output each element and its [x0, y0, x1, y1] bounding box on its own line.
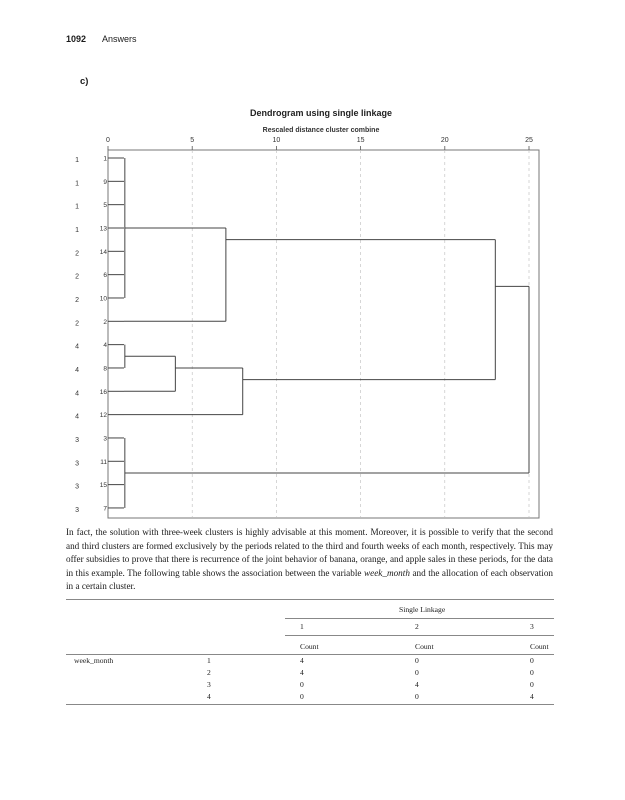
leaf-label: 4 — [103, 342, 107, 350]
leaf-label: 16 — [99, 388, 107, 396]
leaf-label: 15 — [99, 482, 107, 490]
table-bottom-rule — [66, 704, 554, 705]
leaf-label: 11 — [100, 458, 107, 466]
cluster-label: 3 — [75, 436, 79, 444]
stat-header-3: Count — [530, 642, 549, 651]
leaf-label: 10 — [99, 295, 107, 303]
table-cell: 0 — [415, 668, 419, 677]
group-header: Single Linkage — [399, 605, 446, 614]
row-level: 4 — [207, 692, 211, 701]
table-cell: 0 — [415, 692, 419, 701]
table-cell: 4 — [300, 668, 304, 677]
leaf-label: 13 — [99, 225, 107, 233]
tick-label: 10 — [272, 137, 281, 144]
table-cell: 0 — [530, 680, 534, 689]
cluster-label: 1 — [75, 203, 79, 211]
table-cell: 0 — [300, 680, 304, 689]
table-cell: 4 — [530, 692, 534, 701]
cluster-label: 4 — [75, 390, 79, 398]
cluster-label: 2 — [75, 273, 79, 281]
section-name: Answers — [102, 34, 137, 44]
cluster-header-2: 2 — [415, 622, 419, 631]
cluster-label: 3 — [75, 506, 79, 514]
table-rule — [66, 654, 554, 655]
leaf-label: 9 — [103, 178, 107, 186]
leaf-label: 12 — [99, 412, 107, 420]
table-cell: 4 — [415, 680, 419, 689]
leaf-label: 6 — [103, 272, 107, 280]
cluster-header-3: 3 — [530, 622, 534, 631]
table-cell: 0 — [530, 656, 534, 665]
cluster-label: 1 — [75, 180, 79, 188]
cluster-label: 1 — [75, 226, 79, 234]
cluster-label: 4 — [75, 343, 79, 351]
table-cell: 4 — [300, 656, 304, 665]
leaf-label: 2 — [103, 318, 107, 326]
paragraph-text-1: In fact, the solution with three-week clusters is highly advisable at this moment. Moreover, it is possible to verify that the second and third clusters are formed exclusively by the periods related to the third and fourth weeks of each month, respectively. This may offer subsidies to prove that there is recurrence of the joint behavior of banana, orange, and apple sales in these periods, for the data in this example. The following table shows the association between the variable — [66, 527, 553, 578]
leaf-label: 5 — [103, 202, 107, 210]
table-cell: 0 — [415, 656, 419, 665]
tick-label: 0 — [106, 137, 110, 144]
cluster-label: 2 — [75, 320, 79, 328]
body-paragraph — [66, 526, 553, 594]
tick-label: 15 — [356, 137, 365, 144]
table-cell: 0 — [300, 692, 304, 701]
table-cell: 0 — [530, 668, 534, 677]
leaf-label: 1 — [103, 155, 107, 163]
part-label: c) — [80, 76, 89, 87]
leaf-label: 3 — [103, 435, 107, 443]
variable-name: week_month — [364, 567, 410, 578]
cluster-label: 2 — [75, 296, 79, 304]
cluster-label: 1 — [75, 157, 79, 164]
row-variable: week_month — [74, 656, 114, 665]
table-rule — [285, 618, 554, 619]
table-top-rule — [66, 599, 554, 600]
axis-label: Rescaled distance cluster combine — [262, 127, 380, 134]
cluster-header-1: 1 — [300, 622, 304, 631]
cluster-label: 4 — [75, 366, 79, 374]
page-number: 1092 — [66, 34, 87, 44]
row-level: 2 — [207, 668, 211, 677]
chart-title: Dendrogram using single linkage — [249, 108, 393, 118]
plot-frame — [108, 150, 539, 518]
row-level: 3 — [207, 680, 211, 689]
table-rule — [285, 635, 554, 636]
tick-label: 5 — [190, 137, 195, 144]
cluster-label: 2 — [75, 250, 79, 258]
tick-label: 25 — [525, 137, 533, 144]
leaf-label: 14 — [99, 248, 107, 256]
leaf-label: 7 — [103, 505, 107, 513]
tick-label: 20 — [440, 137, 449, 144]
cluster-label: 4 — [75, 413, 79, 421]
stat-header-1: Count — [300, 642, 319, 651]
row-level: 1 — [207, 656, 211, 665]
leaf-label: 8 — [103, 365, 107, 373]
stat-header-2: Count — [415, 642, 434, 651]
cluster-label: 3 — [75, 483, 79, 491]
cluster-label: 3 — [75, 460, 79, 468]
paragraph-text-2: and the allocation of each observation in a certain cluster. — [66, 567, 554, 592]
